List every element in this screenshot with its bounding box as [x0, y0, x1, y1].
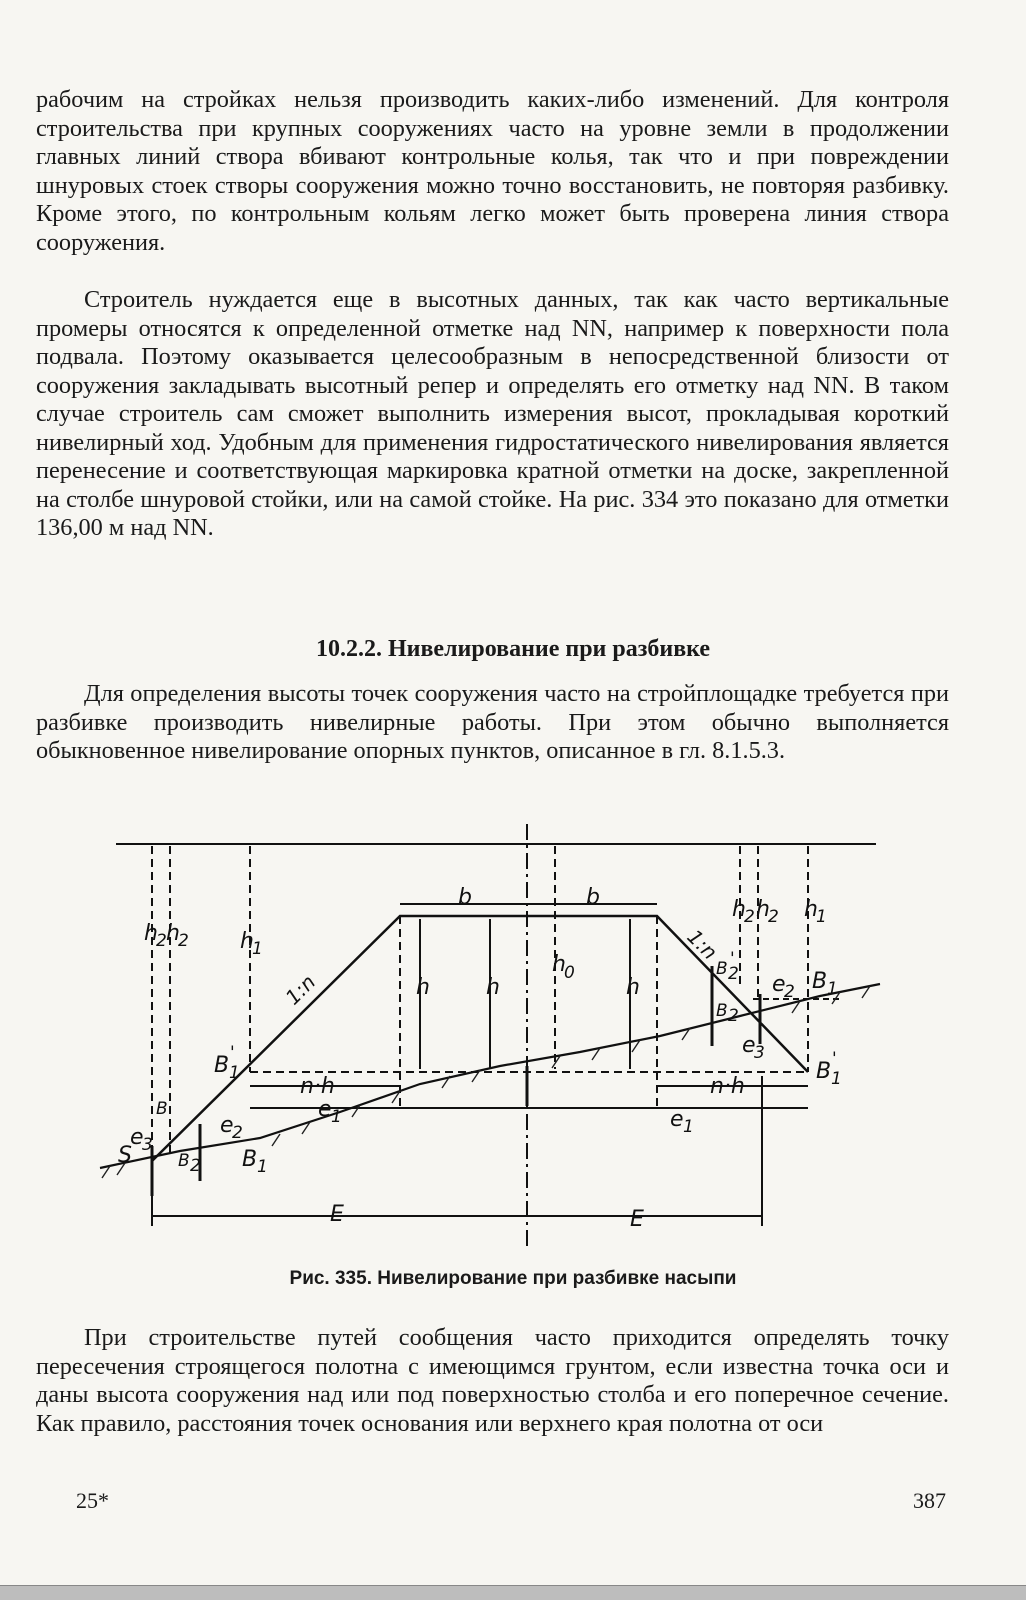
label-h-2: h — [486, 975, 500, 1000]
label-h1-left-sub: 1 — [252, 939, 263, 959]
label-B1-left-sub: 1 — [257, 1157, 268, 1177]
label-B1p-left: B — [214, 1053, 230, 1078]
label-B1p-right-mark: ' — [832, 1049, 837, 1069]
label-h2-right-a: h — [732, 897, 746, 922]
label-e2-right-sub: 2 — [784, 982, 795, 1002]
label-e1-right: e — [670, 1107, 684, 1132]
label-B2-right-sub: 2 — [728, 1006, 739, 1026]
label-e1-right-sub: 1 — [683, 1117, 694, 1137]
label-B1p-right: B — [816, 1059, 832, 1084]
label-e3-left-sub: 3 — [142, 1135, 153, 1155]
label-E-left: E — [330, 1202, 344, 1227]
label-h2-left-b: h — [166, 921, 180, 946]
paragraph-3: Для определения высоты точек сооружения часто на стройплощадке требуется при разбивке производить нивелирные работы. При этом обычно выполняется обыкновенное нивелирование опорных пунктов, описанное в гл. 8.1.5.3. — [36, 680, 949, 764]
label-B1-right-sub: 1 — [827, 979, 838, 999]
label-B1-right: B — [812, 969, 828, 994]
label-B2-left: B — [178, 1151, 190, 1171]
label-B1p-left-mark: ' — [230, 1043, 235, 1063]
label-nh-left: n·h — [300, 1074, 335, 1099]
label-E-right: E — [630, 1207, 644, 1232]
scan-edge — [0, 1585, 1026, 1600]
label-B1p-right-sub: 1 — [831, 1069, 842, 1089]
section-heading: 10.2.2. Нивелирование при разбивке — [315, 636, 711, 662]
label-e2-left-sub: 2 — [232, 1123, 243, 1143]
embankment-figure — [80, 816, 900, 1256]
label-h2-right-b: h — [756, 897, 770, 922]
label-e1-left-sub: 1 — [331, 1107, 342, 1127]
label-B1p-small: B — [156, 1099, 168, 1119]
label-B2p-right-sub: 2 — [728, 964, 739, 984]
label-B1-left: B — [242, 1147, 258, 1172]
label-B2p-right-mark: ' — [730, 949, 735, 969]
label-nh-right: n·h — [710, 1074, 745, 1099]
label-slope-left: 1:n — [280, 969, 321, 1010]
label-B2p-right: B — [716, 959, 728, 979]
label-B2-left-sub: 2 — [190, 1156, 201, 1176]
label-B1p-left-sub: 1 — [229, 1063, 240, 1083]
label-B2-right: B — [716, 1001, 728, 1021]
label-h-3: h — [626, 975, 640, 1000]
label-e2-right: e — [772, 972, 786, 997]
page-number: 387 — [913, 1488, 946, 1513]
signature-mark: 25* — [76, 1488, 109, 1513]
label-h1-right-sub: 1 — [816, 907, 827, 927]
label-e1-left: e — [318, 1097, 332, 1122]
paragraph-2: Строитель нуждается еще в высотных данных, так как часто вертикальные промеры относятся к определенной отметке над NN, например к поверхности пола подвала. Поэтому оказывается целесообразным в непосредственной близости от сооружения закладывать высотный репер и определять его отметку над NN. В таком случае строитель сам сможет выполнить измерения высот, прокладывая короткий нивелирный ход. Удобным для применения гидростатического нивелирования является перенесение и соответствующая маркировка кратной отметки на доске, закрепленной на столбе шнуровой стойки, или на самой стойке. На рис. 334 это показано для отметки 136,00 м над NN. — [36, 286, 949, 541]
label-h2-left-a: h — [144, 921, 158, 946]
label-S: S — [118, 1143, 132, 1168]
label-h-1: h — [416, 975, 430, 1000]
label-e3-right: e — [742, 1033, 756, 1058]
label-h2-left-a-sub: 2 — [156, 931, 167, 951]
label-h1-right: h — [804, 897, 818, 922]
label-h2-right-b-sub: 2 — [768, 907, 779, 927]
label-h0: h — [552, 952, 566, 977]
label-b-left: b — [458, 885, 472, 910]
label-h2-left-b-sub: 2 — [178, 931, 189, 951]
label-h2-right-a-sub: 2 — [744, 907, 755, 927]
label-e2-left: e — [220, 1113, 234, 1138]
label-slope-right: 1:n — [682, 924, 723, 965]
paragraph-1: рабочим на стройках нельзя производить каких-либо изменений. Для контроля строительства при крупных сооружениях часто на уровне земли в продолжении главных линий створа вбивают контрольные колья, так что и при повреждении шнуровых стоек створы сооружения можно точно восстановить, не повторяя разбивку. Кроме этого, по контрольным кольям легко может быть проверена линия створа сооружения. — [36, 86, 949, 256]
label-e3-left: e — [130, 1125, 144, 1150]
label-h0-sub: 0 — [564, 963, 575, 983]
label-b-right: b — [586, 885, 600, 910]
paragraph-4: При строительстве путей сообщения часто приходится определять точку пересечения строящегося полотна с имеющимся грунтом, если известна точка оси и даны высота сооружения над или под поверхностью столба и его поперечное сечение. Как правило, расстояния точек основания или верхнего края полотна от оси — [36, 1324, 949, 1437]
label-e3-right-sub: 3 — [754, 1043, 765, 1063]
figure-caption: Рис. 335. Нивелирование при разбивке насыпи — [289, 1268, 737, 1289]
label-h1-left: h — [240, 929, 254, 954]
